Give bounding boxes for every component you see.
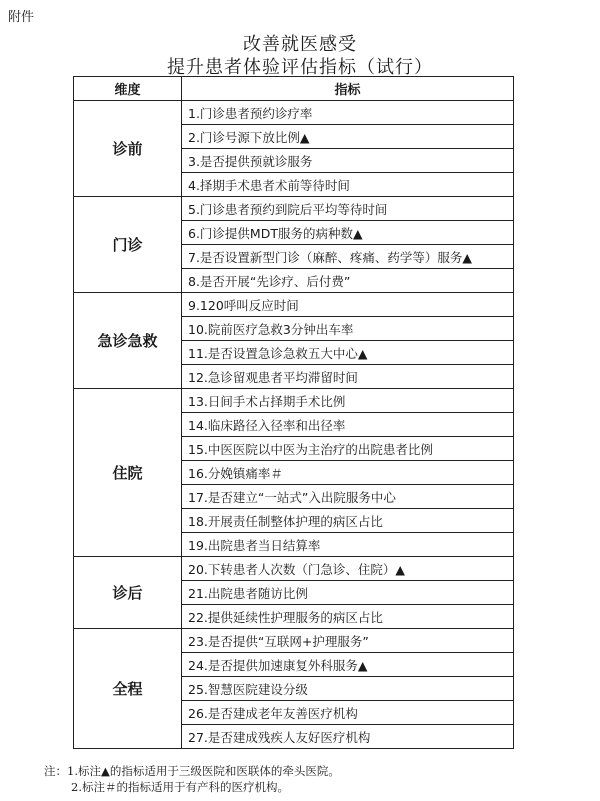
table-header-row [74,77,514,101]
indicator-cell: 20.下转患者人次数（门急诊、住院）▲ [182,557,514,581]
indicator-cell: 9.120呼叫反应时间 [182,293,514,317]
indicator-cell: 7.是否设置新型门诊（麻醉、疼痛、药学等）服务▲ [182,245,514,269]
indicator-cell: 21.出院患者随访比例 [182,581,514,605]
indicator-cell: 6.门诊提供MDT服务的病种数▲ [182,221,514,245]
indicator-cell: 11.是否设置急诊急救五大中心▲ [182,341,514,365]
indicator-cell: 12.急诊留观患者平均滞留时间 [182,365,514,389]
table-row [74,197,514,221]
indicator-cell: 17.是否建立“一站式”入出院服务中心 [182,485,514,509]
table-row [74,293,514,317]
indicator-cell: 22.提供延续性护理服务的病区占比 [182,605,514,629]
dimension-cell: 住院 [74,389,182,557]
indicator-cell: 2.门诊号源下放比例▲ [182,125,514,149]
indicator-cell: 23.是否提供“互联网+护理服务” [182,629,514,653]
indicator-cell: 27.是否建成残疾人友好医疗机构 [182,725,514,749]
document-title-line2: 提升患者体验评估指标（试行） [167,57,433,78]
indicator-cell: 1.门诊患者预约诊疗率 [182,101,514,125]
dimension-cell: 全程 [74,629,182,749]
document-title-line1: 改善就医感受 [243,34,357,55]
indicator-cell: 19.出院患者当日结算率 [182,533,514,557]
indicator-cell: 3.是否提供预就诊服务 [182,149,514,173]
indicator-cell: 10.院前医疗急救3分钟出车率 [182,317,514,341]
indicator-cell: 4.择期手术患者术前等待时间 [182,173,514,197]
indicator-cell: 24.是否提供加速康复外科服务▲ [182,653,514,677]
footnotes [44,763,340,795]
footnote-1: 注：1.标注▲的指标适用于三级医院和医联体的牵头医院。 [44,764,340,778]
table-row [74,389,514,413]
table-row [74,557,514,581]
indicator-cell: 26.是否建成老年友善医疗机构 [182,701,514,725]
indicator-cell: 8.是否开展“先诊疗、后付费” [182,269,514,293]
dimension-cell: 诊前 [74,101,182,197]
indicator-cell: 15.中医医院以中医为主治疗的出院患者比例 [182,437,514,461]
table-row [74,101,514,125]
header-indicator: 指标 [182,77,514,101]
indicator-cell: 13.日间手术占择期手术比例 [182,389,514,413]
indicator-cell: 5.门诊患者预约到院后平均等待时间 [182,197,514,221]
attachment-label: 附件 [8,10,35,25]
dimension-cell: 急诊急救 [74,293,182,389]
indicator-cell: 18.开展责任制整体护理的病区占比 [182,509,514,533]
footnote-2: 2.标注＃的指标适用于有产科的医疗机构。 [71,780,289,794]
dimension-cell: 诊后 [74,557,182,629]
indicator-table [73,76,514,749]
table-row [74,629,514,653]
dimension-cell: 门诊 [74,197,182,293]
table-body [74,101,514,749]
indicator-cell: 14.临床路径入径率和出径率 [182,413,514,437]
indicator-cell: 25.智慧医院建设分级 [182,677,514,701]
header-dimension: 维度 [74,77,182,101]
indicator-cell: 16.分娩镇痛率＃ [182,461,514,485]
